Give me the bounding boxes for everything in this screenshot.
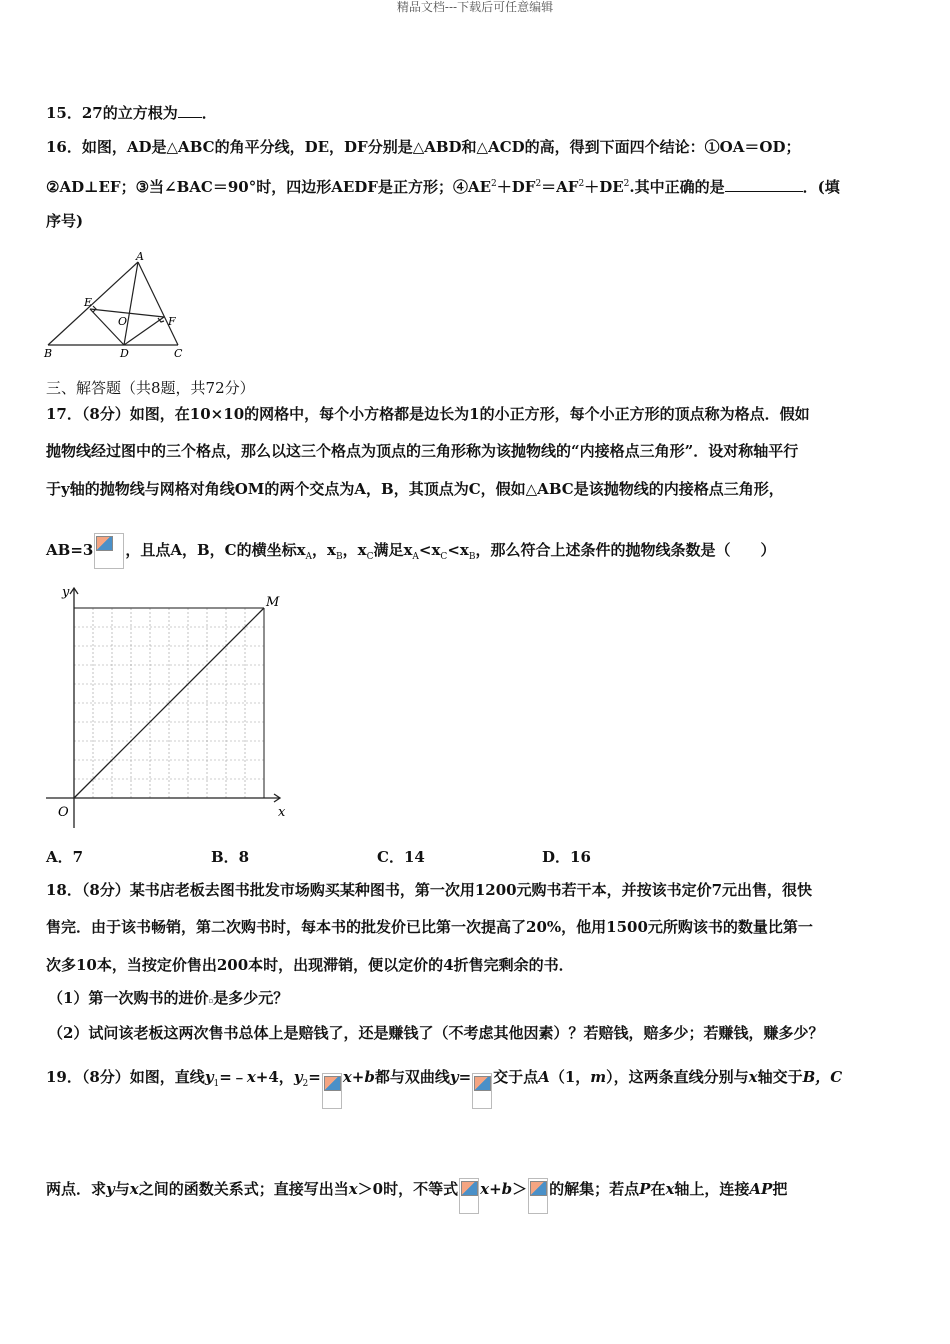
q19-part: ），这两条直线分别与: [606, 1068, 749, 1086]
q17-part: 满足x: [373, 541, 413, 559]
option-a: A．7: [46, 848, 84, 866]
page-header: 精品文档---下载后可任意编辑: [396, 0, 554, 14]
q19-part: x: [129, 1180, 139, 1198]
label-B: B: [44, 347, 53, 360]
q16-part: ＝AF: [541, 178, 579, 196]
q19-part: x: [665, 1180, 675, 1198]
q16-part: ②AD⊥EF；③当∠BAC＝90°时，四边形AEDF是正方形；④AE: [46, 178, 492, 196]
q16-part: .其中正确的是: [629, 178, 725, 196]
broken-image-icon: [472, 1073, 492, 1109]
q18-sub1-text: （1）第一次购书的进价: [48, 989, 209, 1007]
q17-part: <x: [418, 541, 441, 559]
label-O: O: [118, 315, 128, 328]
broken-image-icon: [459, 1178, 479, 1214]
q19-part: 与: [114, 1180, 130, 1198]
q16-part: ＋DE: [584, 178, 624, 196]
origin-label: O: [58, 805, 69, 820]
question-18-sub1: （1）第一次购书的进价▫是多少元？: [48, 989, 289, 1007]
question-19-line1: [46, 1052, 842, 1109]
label-F: F: [168, 315, 176, 328]
q19-part: 的解集；若点: [549, 1180, 640, 1198]
q19-part: 在: [650, 1180, 666, 1198]
q19-part: m: [590, 1068, 607, 1086]
triangle-figure: [40, 250, 200, 362]
q19-part: x+b: [480, 1180, 513, 1198]
q19-part: +4，: [255, 1068, 294, 1086]
option-b: B．8: [211, 848, 250, 866]
question-16-line2: [46, 174, 840, 197]
sup: 2: [491, 179, 497, 189]
sub: 1: [213, 1079, 220, 1089]
axis-label-x: x: [278, 805, 286, 820]
broken-image-icon: [528, 1178, 548, 1214]
sub: A: [412, 552, 419, 562]
q19-part: 都与双曲线: [374, 1068, 450, 1086]
q16-blank: [725, 177, 803, 192]
broken-image-icon: [322, 1073, 342, 1109]
label-C: C: [174, 347, 183, 360]
axis-label-y: y: [62, 585, 70, 600]
question-18-sub2: （2）试问该老板这两次售书总体上是赔钱了，还是赚钱了（不考虑其他因素）？若赔钱，赔多少；若赚钱，赚多少？: [48, 1024, 824, 1042]
q17-part: <x: [447, 541, 469, 559]
label-D: D: [120, 347, 129, 360]
q19-part: y: [293, 1068, 303, 1086]
sup: 2: [535, 179, 542, 189]
q19-part: ＞: [512, 1180, 528, 1198]
q17-part: AB=3: [46, 541, 94, 559]
question-16-line1: 16．如图，AD是△ABC的角平分线，DE，DF分别是△ABD和△ACD的高，得到下面四个结论：①OA＝OD；: [46, 138, 801, 156]
broken-image-icon: [94, 533, 124, 569]
q19-part: A: [538, 1068, 550, 1086]
sub: A: [305, 552, 313, 562]
q17-part: ，x: [342, 541, 367, 559]
sup: 2: [623, 179, 630, 189]
q19-part: y=: [449, 1068, 472, 1086]
q19-part: ＞0时，不等式: [357, 1180, 459, 1198]
q15-end: ．: [201, 104, 217, 122]
sub: C: [440, 552, 448, 562]
question-17-line1: 17．（8分）如图，在10×10的网格中，每个小方格都是边长为1的小正方形，每个小正方形的顶点称为格点．假如: [46, 405, 810, 423]
q19-part: 19．（8分）如图，直线: [46, 1068, 205, 1086]
section-3-heading: 三、解答题（共8题，共72分）: [46, 379, 255, 397]
q19-part: 之间的函数关系式；直接写出当: [138, 1180, 349, 1198]
q19-part: y: [106, 1180, 115, 1198]
q19-part: （1，: [549, 1068, 591, 1086]
q18-sub1-end: 是多少元？: [213, 989, 289, 1007]
sub: B: [335, 552, 343, 562]
q19-part: 两点．求: [46, 1180, 107, 1198]
q19-part: x: [348, 1180, 358, 1198]
point-label-M: M: [266, 595, 280, 610]
q19-part: 轴交于: [757, 1068, 803, 1086]
q15-text: 15．27的立方根为: [46, 104, 178, 122]
question-17-line3: 于y轴的抛物线与网格对角线OM的两个交点为A，B，其顶点为C，假如△ABC是该抛物线的内接格点三角形，: [46, 480, 784, 498]
question-16-line3: 序号): [46, 212, 84, 230]
option-d: D．16: [542, 848, 591, 866]
q19-part: x: [246, 1068, 256, 1086]
q19-part: 交于点: [493, 1068, 539, 1086]
grid-graph: [40, 580, 300, 830]
q19-part: x: [748, 1068, 758, 1086]
q19-part: AP: [749, 1180, 773, 1198]
question-18-line3: 次多10本，当按定价售出200本时，出现滞销，便以定价的4折售完剩余的书．: [46, 956, 574, 974]
q19-part: B，C: [802, 1068, 843, 1086]
q16-part: ．(填: [802, 178, 840, 196]
question-18-line2: 售完．由于该书畅销，第二次购书时，每本书的批发价已比第一次提高了20%，他用1500元所购该书的数量比第一: [46, 918, 813, 936]
label-A: A: [136, 250, 144, 263]
sup: 2: [578, 179, 585, 189]
q17-part: ，且点A，B，C的横坐标x: [125, 541, 306, 559]
q19-part: y: [204, 1068, 214, 1086]
sub: 2: [302, 1079, 309, 1089]
q16-part: ＋DF: [496, 178, 536, 196]
label-E: E: [84, 296, 93, 309]
q19-part: 把: [772, 1180, 788, 1198]
q19-part: 轴上，连接: [674, 1180, 750, 1198]
question-18-line1: 18．（8分）某书店老板去图书批发市场购买某种图书，第一次用1200元购书若干本，并按该书定价7元出售，很快: [46, 881, 813, 899]
question-17-line2: 抛物线经过图中的三个格点，那么以这三个格点为顶点的三角形称为该抛物线的“内接格点三角形”．设对称轴平行: [46, 442, 799, 460]
sub: B: [468, 552, 476, 562]
q19-part: =: [308, 1068, 321, 1086]
q19-part: x+b: [342, 1068, 375, 1086]
q19-part: =﹣: [219, 1068, 247, 1086]
q17-part: ，那么符合上述条件的抛物线条数是（ ）: [475, 541, 776, 559]
q17-part: ，x: [312, 541, 336, 559]
q19-part: P: [639, 1180, 651, 1198]
question-17-line4: [46, 530, 775, 577]
question-15: [46, 103, 217, 123]
question-19-line2: [46, 1164, 787, 1214]
q15-blank: [178, 103, 202, 118]
sub: C: [366, 552, 374, 562]
option-c: C．14: [377, 848, 425, 866]
